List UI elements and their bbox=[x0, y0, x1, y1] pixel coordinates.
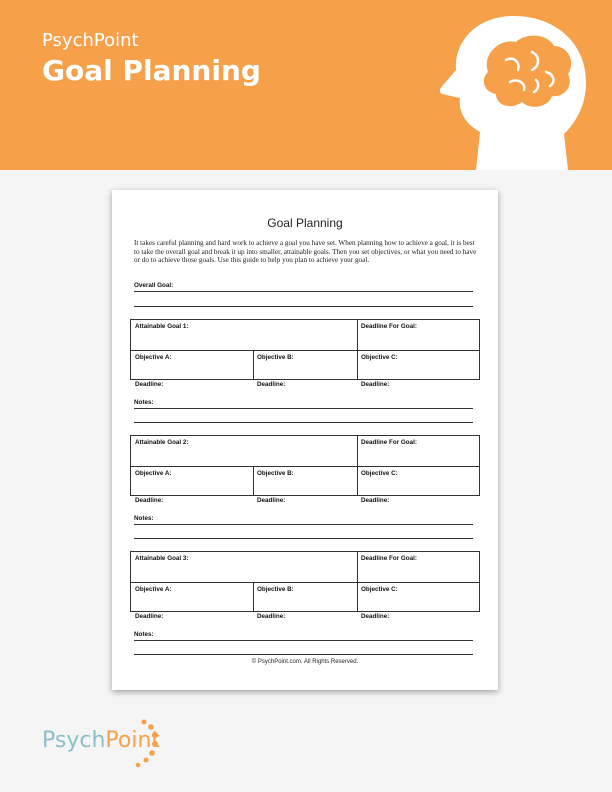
objective-a-cell bbox=[131, 583, 254, 620]
worksheet-page bbox=[112, 190, 498, 690]
notes-line bbox=[134, 640, 473, 641]
deadline-b-label: Deadline: bbox=[257, 497, 286, 504]
notes-line bbox=[134, 408, 473, 409]
deadline-a-label: Deadline: bbox=[135, 381, 164, 388]
psychpoint-logo bbox=[42, 718, 182, 778]
deadline-a-label: Deadline: bbox=[135, 613, 164, 620]
deadline-b-label: Deadline: bbox=[257, 381, 286, 388]
objective-b-cell bbox=[254, 467, 358, 504]
overall-goal-line-2 bbox=[134, 306, 473, 307]
objective-a-cell bbox=[131, 467, 254, 504]
objective-b-label: Objective B: bbox=[257, 586, 294, 593]
notes-line-2 bbox=[134, 422, 473, 423]
deadline-for-goal-label: Deadline For Goal: bbox=[361, 323, 417, 330]
deadline-c-label: Deadline: bbox=[361, 497, 390, 504]
deadline-for-goal-cell bbox=[358, 436, 479, 467]
deadline-for-goal-cell bbox=[358, 552, 479, 583]
objective-b-cell bbox=[254, 583, 358, 620]
deadline-for-goal-cell bbox=[358, 320, 479, 351]
attainable-goal-label: Attainable Goal 2: bbox=[135, 439, 189, 446]
objective-c-cell bbox=[358, 351, 479, 388]
attainable-goal-label: Attainable Goal 1: bbox=[135, 323, 189, 330]
attainable-goal-cell bbox=[131, 320, 358, 351]
logo-psych: Psych bbox=[42, 728, 106, 753]
objective-b-cell bbox=[254, 351, 358, 388]
head-brain-icon bbox=[436, 12, 596, 170]
objective-a-cell bbox=[131, 351, 254, 388]
objective-c-cell bbox=[358, 467, 479, 504]
attainable-goal-label: Attainable Goal 3: bbox=[135, 555, 189, 562]
notes-label: Notes: bbox=[134, 515, 154, 522]
objective-a-label: Objective A: bbox=[135, 470, 172, 477]
goal-2-table bbox=[130, 435, 480, 504]
intro-paragraph: It takes careful planning and hard work to achieve a goal you have set. When planning how to achieve a goal, it is best to take the overall goal and break it up into smaller, attainable goals. Then you set objectives, or what you need to have or do to achieve those goals. Use this guide to help you plan to achieve your goal. bbox=[134, 239, 477, 265]
objective-a-label: Objective A: bbox=[135, 586, 172, 593]
objective-c-label: Objective C: bbox=[361, 586, 398, 593]
logo-wordmark bbox=[42, 728, 160, 753]
deadline-b-label: Deadline: bbox=[257, 613, 286, 620]
notes-line-2 bbox=[134, 654, 473, 655]
header-banner bbox=[0, 0, 612, 170]
notes-line bbox=[134, 524, 473, 525]
overall-goal-label: Overall Goal: bbox=[134, 282, 174, 289]
objective-c-label: Objective C: bbox=[361, 470, 398, 477]
notes-line-2 bbox=[134, 538, 473, 539]
objective-b-label: Objective B: bbox=[257, 354, 294, 361]
notes-label: Notes: bbox=[134, 631, 154, 638]
deadline-c-label: Deadline: bbox=[361, 613, 390, 620]
logo-point: Point bbox=[105, 728, 161, 753]
attainable-goal-cell bbox=[131, 436, 358, 467]
overall-goal-line bbox=[134, 291, 473, 292]
notes-label: Notes: bbox=[134, 399, 154, 406]
deadline-for-goal-label: Deadline For Goal: bbox=[361, 555, 417, 562]
worksheet-title: Goal Planning bbox=[267, 216, 343, 230]
deadline-a-label: Deadline: bbox=[135, 497, 164, 504]
goal-3-table bbox=[130, 551, 480, 620]
copyright-footer: © PsychPoint.com. All Rights Reserved. bbox=[251, 659, 359, 665]
deadline-for-goal-label: Deadline For Goal: bbox=[361, 439, 417, 446]
goal-1-table bbox=[130, 319, 480, 388]
objective-c-label: Objective C: bbox=[361, 354, 398, 361]
objective-a-label: Objective A: bbox=[135, 354, 172, 361]
objective-c-cell bbox=[358, 583, 479, 620]
banner-title: Goal Planning bbox=[42, 54, 261, 87]
brand-name: PsychPoint bbox=[42, 30, 139, 51]
objective-b-label: Objective B: bbox=[257, 470, 294, 477]
attainable-goal-cell bbox=[131, 552, 358, 583]
deadline-c-label: Deadline: bbox=[361, 381, 390, 388]
